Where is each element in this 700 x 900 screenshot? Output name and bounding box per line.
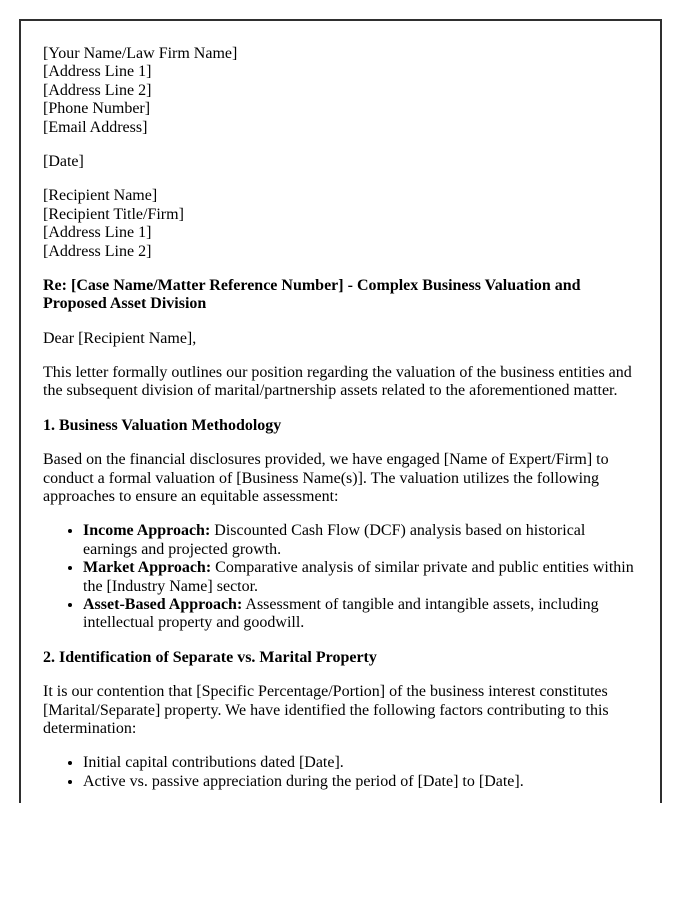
bullet-lead: Asset-Based Approach: [83, 595, 243, 613]
sender-line: [Phone Number] [43, 100, 151, 118]
list-item [83, 522, 638, 559]
bullet-text: Discounted Cash Flow (DCF) analysis based on historical earnings and projected growth. [83, 522, 586, 558]
recipient-line: [Recipient Name] [43, 187, 158, 205]
property-factors-list [43, 754, 638, 791]
recipient-block [43, 187, 638, 261]
recipient-line: [Address Line 1] [43, 224, 152, 242]
list-item: • Active vs. passive appreciation during the period of [Date] to [Date]. [83, 773, 638, 791]
subject-line: Re: [Case Name/Matter Reference Number] - Complex Business Valuation and Proposed Asset Division [43, 276, 581, 313]
section-2-heading: 2. Identification of Separate vs. Marital Property [43, 648, 377, 666]
sender-line: [Address Line 1] [43, 63, 152, 81]
sender-line: [Email Address] [43, 118, 148, 136]
bullet-text: Assessment of tangible and intangible assets, including intellectual property and goodwill. [83, 595, 599, 632]
list-item: • Initial capital contributions dated [Date]. [83, 754, 638, 772]
sender-block [43, 45, 638, 137]
bullet-lead: Market Approach: [83, 559, 212, 577]
bullet-lead: Income Approach: [83, 522, 211, 540]
sender-line: [Address Line 2] [43, 81, 152, 99]
recipient-line: [Recipient Title/Firm] [43, 205, 184, 223]
valuation-approaches-list [43, 522, 638, 632]
sender-line: [Your Name/Law Firm Name] [43, 45, 238, 62]
bullet-text: Comparative analysis of similar private and public entities within the [Industry Name] sector. [83, 559, 634, 595]
intro-paragraph: This letter formally outlines our position regarding the valuation of the business entities and the subsequent division of marital/partnership assets related to the aforementioned matter. [43, 364, 632, 400]
salutation: Dear [Recipient Name], [43, 329, 197, 347]
recipient-line: [Address Line 2] [43, 242, 152, 260]
list-item [83, 596, 638, 633]
section-1-paragraph: Based on the financial disclosures provided, we have engaged [Name of Expert/Firm] to conduct a formal valuation of [Business Name(s)]. The valuation utilizes the following approaches to ensure an equitable assessment: [43, 451, 609, 506]
date-line: [Date] [43, 152, 84, 170]
section-1-heading: 1. Business Valuation Methodology [43, 416, 282, 434]
section-2-paragraph: It is our contention that [Specific Percentage/Portion] of the business interest constitutes [Marital/Separate] property. We have identified the following factors contributing to this determination: [43, 683, 609, 737]
letter-document [19, 19, 662, 803]
list-item [83, 559, 638, 596]
